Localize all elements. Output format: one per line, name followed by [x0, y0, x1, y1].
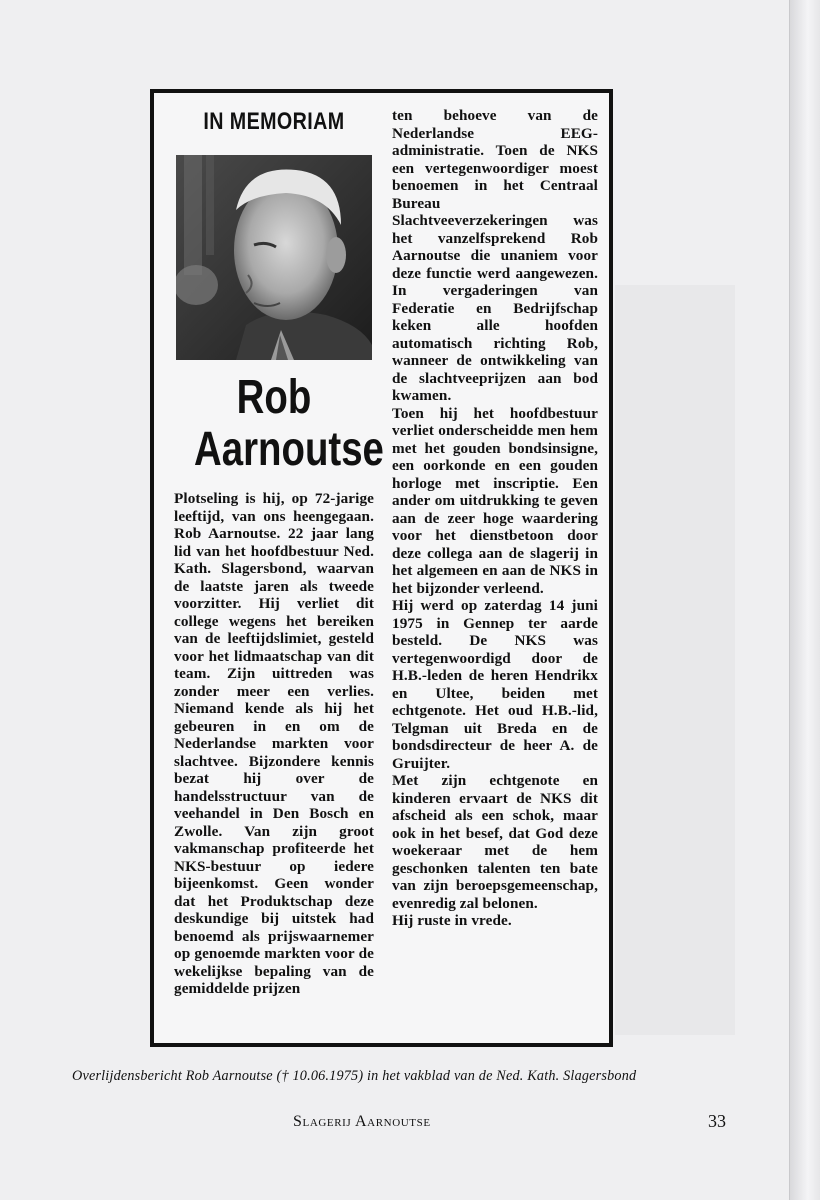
notice-paragraph: Met zijn echtgenote en kinderen ervaart de NKS dit afscheid als een schok, maar ook in het besef, dat God deze woekeraar met de hem geschonken talenten ten bate van zijn beroepsgemeenschap, evenredig zal belonen.: [392, 772, 598, 912]
portrait-illustration: [176, 155, 372, 360]
notice-left-text: Plotseling is hij, op 72-jarige leeftijd, van ons heengegaan. Rob Aarnoutse. 22 jaar lang lid van het hoofdbestuur Ned. Kath. Slagersbond, waarvan de laatste jaren als tweede voorzitter. Hij verliet dit college wegens het bereiken van de leeftijdslimiet, gesteld voor het lidmaatschap van dit team. Zijn uittreden was zonder meer een verlies. Niemand kende als hij het gebeuren in en om de Nederlandse markten voor slachtvee. Bijzondere kennis bezat hij over de handelsstructuur van de veehandel in Den Bosch en Zwolle. Van zijn groot vakmanschap profiteerde het NKS-bestuur op iedere bijeenkomst. Geen wonder dat het Produktschap deze deskundige bij uitstek had benoemd als prijswaarnemer op genoemde markten voor de wekelijkse bepaling van de gemiddelde prijzen: [174, 490, 374, 997]
notice-left-column: [174, 107, 384, 998]
page-number: 33: [708, 1111, 726, 1131]
show-through-bleed: [615, 285, 735, 1035]
notice-closing: Hij ruste in vrede.: [392, 912, 512, 929]
deceased-first-name: Rob: [236, 371, 312, 424]
notice-heading: IN MEMORIAM: [203, 108, 345, 135]
deceased-last-name: Aarnoutse: [194, 423, 384, 476]
memoriam-notice: [150, 89, 613, 1047]
running-footer-title: Slagerij Aarnoutse: [293, 1113, 431, 1130]
notice-paragraph: Toen hij het hoofdbestuur verliet onderscheidde men hem met het gouden bondsinsigne, een oorkonde en een gouden horloge met inscriptie. Een ander om uitdrukking te geven aan de zeer hoge waardering voor het dienstbetoon door deze collega aan de slagerij in het algemeen en aan de NKS in het bijzonder verleend.: [392, 404, 598, 597]
notice-paragraph: ten behoeve van de Nederlandse EEG-administratie. Toen de NKS een vertegenwoordiger moest benoemen in het Centraal Bureau Slachtveeverzekeringen was het vanzelfsprekend Rob Aarnoutse die unaniem voor deze functie werd aangewezen. In vergaderingen van Federatie en Bedrijfschap keken alle hoofden automatisch richting Rob, wanneer de ontwikkeling van de slachtveeprijzen aan bod kwamen.: [392, 107, 598, 404]
notice-paragraph: Hij werd op zaterdag 14 juni 1975 in Gennep ter aarde besteld. De NKS was vertegenwoordigd door de H.B.-leden de heren Hendrikx en Ultee, beiden met echtgenote. Het oud H.B.-lid, Telgman uit Breda en de bondsdirecteur de heer A. de Gruijter.: [392, 597, 598, 772]
notice-right-column: [392, 107, 598, 930]
page-edge: [789, 0, 820, 1200]
photo-caption: Overlijdensbericht Rob Aarnoutse († 10.06.1975) in het vakblad van de Ned. Kath. Slagersbond: [72, 1068, 637, 1084]
portrait-photo: [176, 155, 372, 360]
